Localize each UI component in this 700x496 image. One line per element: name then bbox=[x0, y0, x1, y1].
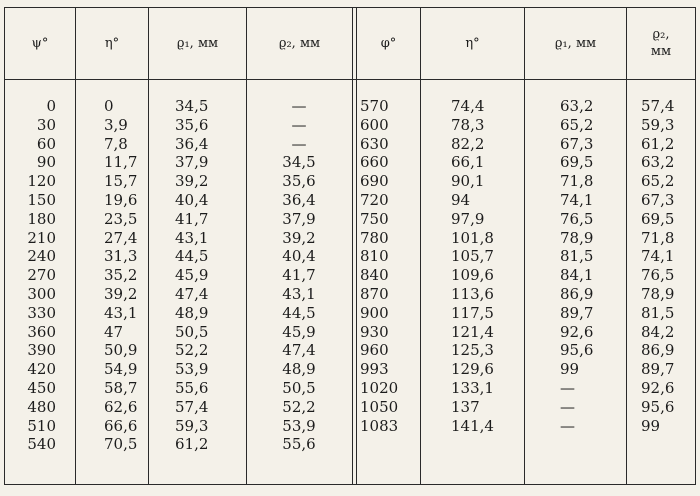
table-cell: 57,4 bbox=[641, 97, 675, 115]
header-phi: φ° bbox=[380, 35, 397, 51]
table-cell: 76,5 bbox=[560, 209, 594, 228]
table-cell: 50,5 bbox=[282, 378, 316, 397]
table-cell: 117,5 bbox=[451, 303, 494, 322]
table-cell: 48,9 bbox=[282, 360, 316, 379]
mid-divider-a bbox=[352, 7, 353, 485]
table-cell: 78,3 bbox=[451, 115, 485, 134]
table-cell: 86,9 bbox=[641, 341, 675, 360]
table-cell: 65,2 bbox=[641, 172, 675, 191]
table-cell: 3,9 bbox=[104, 115, 128, 134]
table-cell: 45,9 bbox=[175, 266, 209, 285]
table-cell: 420 bbox=[27, 360, 56, 379]
table-cell: 59,3 bbox=[641, 115, 675, 134]
table-cell: 1050 bbox=[360, 397, 399, 416]
table-cell: 78,9 bbox=[560, 228, 594, 247]
table-cell: 50,9 bbox=[104, 341, 138, 360]
table-cell: 34,5 bbox=[282, 153, 316, 172]
table-cell: 1020 bbox=[360, 378, 399, 397]
table-cell: 870 bbox=[360, 284, 389, 303]
table-cell: 99 bbox=[641, 416, 661, 435]
table-cell: 74,1 bbox=[560, 190, 594, 209]
table-cell: 510 bbox=[27, 416, 56, 435]
table-cell: 43,1 bbox=[104, 303, 138, 322]
table-cell: 44,5 bbox=[282, 303, 316, 322]
table-cell: 39,2 bbox=[104, 284, 138, 303]
table-cell: 86,9 bbox=[560, 284, 594, 303]
table-cell: 95,6 bbox=[560, 341, 594, 360]
table-cell: 15,7 bbox=[104, 172, 138, 191]
table-cell: 137 bbox=[451, 397, 480, 416]
table-cell: 133,1 bbox=[451, 378, 494, 397]
table-cell: 34,5 bbox=[175, 97, 209, 115]
table-cell: 720 bbox=[360, 190, 389, 209]
table-cell: — bbox=[560, 397, 575, 416]
table-cell: 82,2 bbox=[451, 134, 485, 153]
col-divider-5 bbox=[420, 7, 421, 485]
table-cell: — bbox=[291, 134, 307, 153]
table-cell: 41,7 bbox=[175, 209, 209, 228]
table-cell: 27,4 bbox=[104, 228, 138, 247]
table-cell: 67,3 bbox=[560, 134, 594, 153]
header-eta-left: η° bbox=[104, 35, 120, 51]
col-divider-1 bbox=[75, 7, 76, 485]
table-cell: 480 bbox=[27, 397, 56, 416]
table-cell: 47 bbox=[104, 322, 124, 341]
col-divider-2 bbox=[148, 7, 149, 485]
table-cell: 330 bbox=[27, 303, 56, 322]
table-cell: 61,2 bbox=[175, 435, 209, 454]
table-cell: 690 bbox=[360, 172, 389, 191]
table-cell: 360 bbox=[27, 322, 56, 341]
table-cell: — bbox=[291, 115, 307, 134]
table-cell: 84,2 bbox=[641, 322, 675, 341]
table-cell: 71,8 bbox=[560, 172, 594, 191]
table-cell: 61,2 bbox=[641, 134, 675, 153]
table-cell: 47,4 bbox=[175, 284, 209, 303]
table-cell: 37,9 bbox=[175, 153, 209, 172]
table-cell: 540 bbox=[27, 435, 56, 454]
table-cell: 150 bbox=[27, 190, 56, 209]
table-cell: 55,6 bbox=[175, 378, 209, 397]
table-cell: 90 bbox=[36, 153, 56, 172]
table-cell: 780 bbox=[360, 228, 389, 247]
table-cell: 630 bbox=[360, 134, 389, 153]
table-cell: 44,5 bbox=[175, 247, 209, 266]
table-cell: 53,9 bbox=[175, 360, 209, 379]
table-cell: 66,1 bbox=[451, 153, 485, 172]
table-cell: 53,9 bbox=[282, 416, 316, 435]
table-cell: 71,8 bbox=[641, 228, 675, 247]
table-cell: 0 bbox=[46, 97, 56, 115]
table-cell: 35,2 bbox=[104, 266, 138, 285]
table-cell: 52,2 bbox=[175, 341, 209, 360]
table-cell: 101,8 bbox=[451, 228, 494, 247]
table-cell: 840 bbox=[360, 266, 389, 285]
header-rho2-right: ϱ₂, мм bbox=[650, 27, 672, 59]
table-cell: 78,9 bbox=[641, 284, 675, 303]
table-cell: 70,5 bbox=[104, 435, 138, 454]
table-cell: 113,6 bbox=[451, 284, 494, 303]
table-cell: 40,4 bbox=[175, 190, 209, 209]
table-cell: 66,6 bbox=[104, 416, 138, 435]
table-cell: 39,2 bbox=[282, 228, 316, 247]
table-cell: 92,6 bbox=[560, 322, 594, 341]
table-cell: 40,4 bbox=[282, 247, 316, 266]
table-cell: 39,2 bbox=[175, 172, 209, 191]
column-eta-left bbox=[104, 97, 146, 454]
table-cell: 35,6 bbox=[175, 115, 209, 134]
table-cell: 1083 bbox=[360, 416, 399, 435]
table-cell: 84,1 bbox=[560, 266, 594, 285]
table-cell: 74,1 bbox=[641, 247, 675, 266]
table-cell: 37,9 bbox=[282, 209, 316, 228]
header-rho1-right: ϱ₁, мм bbox=[554, 35, 597, 51]
table-cell: 65,2 bbox=[560, 115, 594, 134]
table-cell: 76,5 bbox=[641, 266, 675, 285]
column-eta-right bbox=[451, 97, 521, 435]
table-cell: 270 bbox=[27, 266, 56, 285]
table-cell: 99 bbox=[560, 360, 580, 379]
table-cell: 960 bbox=[360, 341, 389, 360]
table-cell: 74,4 bbox=[451, 97, 485, 115]
header-bottom-rule bbox=[4, 79, 696, 80]
table-cell: 121,4 bbox=[451, 322, 494, 341]
table-cell: 600 bbox=[360, 115, 389, 134]
table-cell: 62,6 bbox=[104, 397, 138, 416]
table-cell: 58,7 bbox=[104, 378, 138, 397]
header-rho1-left: ϱ₁, мм bbox=[176, 35, 219, 51]
table-cell: 36,4 bbox=[282, 190, 316, 209]
table-cell: 35,6 bbox=[282, 172, 316, 191]
column-psi bbox=[10, 97, 56, 454]
table-cell: 47,4 bbox=[282, 341, 316, 360]
table-cell: 120 bbox=[27, 172, 56, 191]
table-cell: 11,7 bbox=[104, 153, 138, 172]
table-cell: 95,6 bbox=[641, 397, 675, 416]
table-cell: — bbox=[560, 378, 575, 397]
table-cell: 129,6 bbox=[451, 360, 494, 379]
table-cell: 750 bbox=[360, 209, 389, 228]
col-divider-7 bbox=[626, 7, 627, 485]
table-right-border bbox=[695, 7, 696, 485]
table-cell: 92,6 bbox=[641, 378, 675, 397]
table-cell: 41,7 bbox=[282, 266, 316, 285]
header-eta-right: η° bbox=[465, 35, 480, 51]
col-divider-3 bbox=[246, 7, 247, 485]
table-cell: 97,9 bbox=[451, 209, 485, 228]
table-cell: 19,6 bbox=[104, 190, 138, 209]
table-cell: 94 bbox=[451, 190, 471, 209]
table-cell: 660 bbox=[360, 153, 389, 172]
table-cell: 930 bbox=[360, 322, 389, 341]
table-cell: 52,2 bbox=[282, 397, 316, 416]
table-cell: 81,5 bbox=[641, 303, 675, 322]
table-cell: 67,3 bbox=[641, 190, 675, 209]
table-cell: 59,3 bbox=[175, 416, 209, 435]
table-cell: 300 bbox=[27, 284, 56, 303]
table-cell: 23,5 bbox=[104, 209, 138, 228]
column-rho1-right bbox=[560, 97, 622, 435]
mid-divider-b bbox=[356, 7, 357, 485]
table-cell: 36,4 bbox=[175, 134, 209, 153]
table-cell: — bbox=[560, 416, 575, 435]
table-cell: 89,7 bbox=[560, 303, 594, 322]
table-cell: 105,7 bbox=[451, 247, 494, 266]
table-cell: 45,9 bbox=[282, 322, 316, 341]
table-cell: 69,5 bbox=[560, 153, 594, 172]
table-cell: 31,3 bbox=[104, 247, 138, 266]
table-cell: 993 bbox=[360, 360, 389, 379]
table-cell: 240 bbox=[27, 247, 56, 266]
table-cell: 810 bbox=[360, 247, 389, 266]
table-cell: 90,1 bbox=[451, 172, 485, 191]
table-left-border bbox=[4, 7, 5, 485]
table-cell: 390 bbox=[27, 341, 56, 360]
table-cell: 89,7 bbox=[641, 360, 675, 379]
table-bottom-rule bbox=[4, 484, 696, 485]
table-cell: 30 bbox=[36, 115, 56, 134]
table-cell: 210 bbox=[27, 228, 56, 247]
table-cell: 450 bbox=[27, 378, 56, 397]
table-cell: — bbox=[291, 97, 307, 115]
table-cell: 69,5 bbox=[641, 209, 675, 228]
table-cell: 180 bbox=[27, 209, 56, 228]
table-cell: 0 bbox=[104, 97, 114, 115]
table-cell: 57,4 bbox=[175, 397, 209, 416]
column-phi bbox=[360, 97, 416, 435]
table-cell: 63,2 bbox=[641, 153, 675, 172]
table-cell: 141,4 bbox=[451, 416, 494, 435]
col-divider-6 bbox=[524, 7, 525, 485]
table-cell: 125,3 bbox=[451, 341, 494, 360]
header-rho2-left: ϱ₂, мм bbox=[278, 35, 321, 51]
table-cell: 43,1 bbox=[282, 284, 316, 303]
table-cell: 570 bbox=[360, 97, 389, 115]
table-cell: 109,6 bbox=[451, 266, 494, 285]
table-cell: 63,2 bbox=[560, 97, 594, 115]
table-cell: 60 bbox=[36, 134, 56, 153]
table-cell: 54,9 bbox=[104, 360, 138, 379]
table-cell: 55,6 bbox=[282, 435, 316, 454]
header-psi: ψ° bbox=[31, 35, 49, 51]
table-cell: 48,9 bbox=[175, 303, 209, 322]
table-cell: 7,8 bbox=[104, 134, 128, 153]
column-rho2-left bbox=[276, 97, 322, 454]
table-cell: 50,5 bbox=[175, 322, 209, 341]
column-rho1-left bbox=[175, 97, 235, 454]
table-cell: 81,5 bbox=[560, 247, 594, 266]
table-cell: 900 bbox=[360, 303, 389, 322]
table-cell: 43,1 bbox=[175, 228, 209, 247]
column-rho2-right bbox=[641, 97, 693, 435]
